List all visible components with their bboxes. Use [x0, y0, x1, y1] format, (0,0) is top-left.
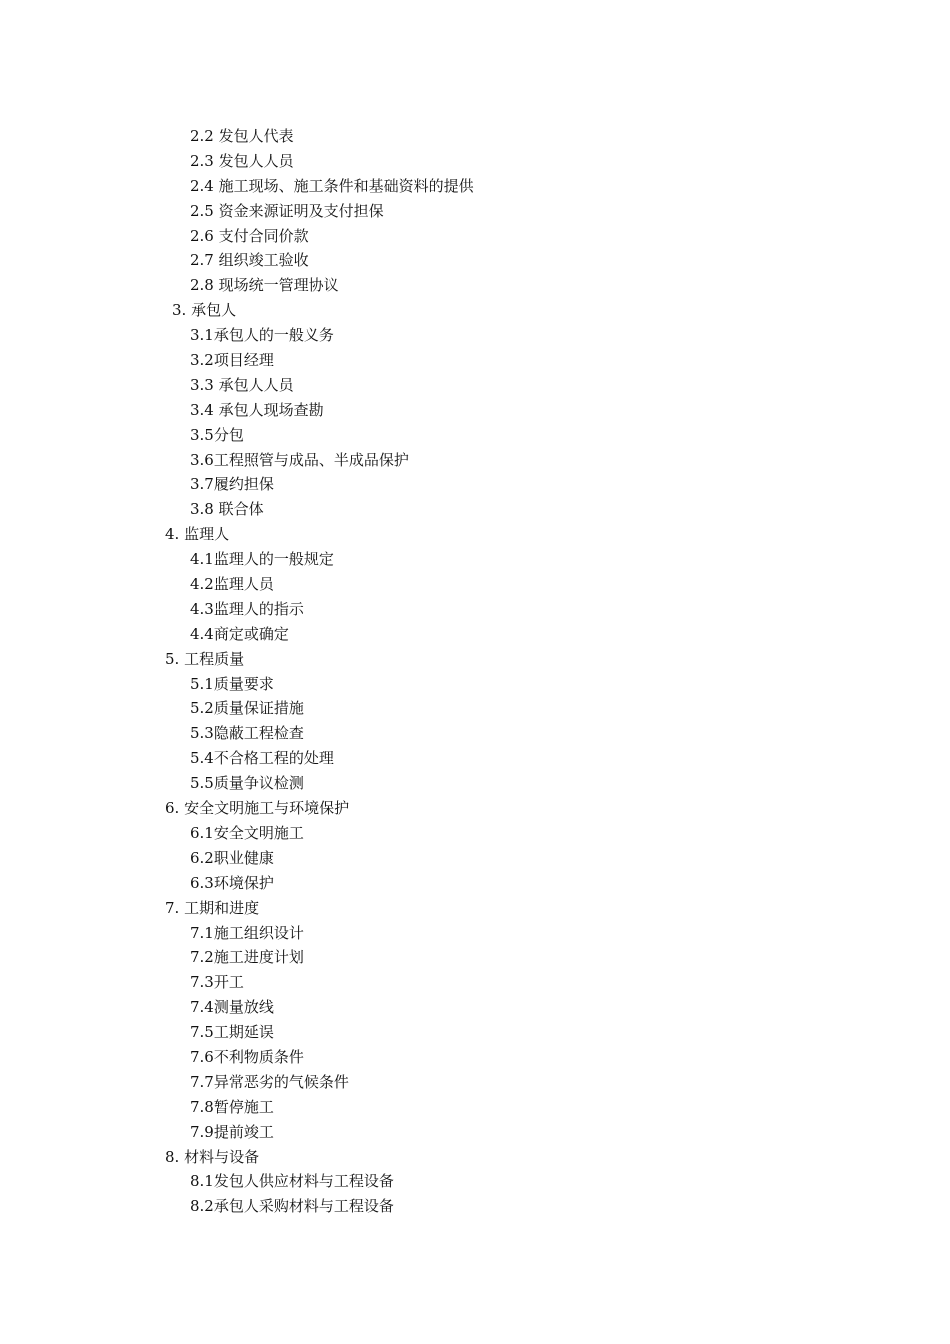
toc-text: 8. 材料与设备	[165, 1147, 260, 1166]
toc-section	[0, 1145, 950, 1170]
toc-text: 6.2职业健康	[190, 848, 274, 867]
toc-subsection	[0, 199, 950, 224]
toc-section	[0, 298, 950, 323]
toc-subsection	[0, 323, 950, 348]
toc-text: 5.4不合格工程的处理	[190, 749, 334, 768]
toc-text: 7.8暂停施工	[190, 1097, 274, 1116]
toc-text: 4.4商定或确定	[190, 624, 289, 643]
toc-subsection	[0, 1194, 950, 1219]
toc-subsection	[0, 672, 950, 697]
toc-subsection	[0, 970, 950, 995]
toc-text: 6.3环境保护	[190, 873, 274, 892]
toc-text: 4.1监理人的一般规定	[190, 550, 334, 569]
toc-text: 5.5质量争议检测	[190, 774, 304, 793]
toc-subsection	[0, 1020, 950, 1045]
toc-subsection	[0, 124, 950, 149]
toc-text: 3.8 联合体	[190, 500, 264, 519]
toc-text: 7.9提前竣工	[190, 1122, 274, 1141]
toc-text: 4.2监理人员	[190, 575, 274, 594]
toc-subsection	[0, 597, 950, 622]
toc-section	[0, 647, 950, 672]
toc-subsection	[0, 696, 950, 721]
toc-subsection	[0, 995, 950, 1020]
toc-text: 7.4测量放线	[190, 998, 274, 1017]
toc-section	[0, 896, 950, 921]
toc-subsection	[0, 871, 950, 896]
toc-text: 2.3 发包人人员	[190, 151, 294, 170]
toc-text: 2.6 支付合同价款	[190, 226, 309, 245]
toc-text: 2.5 资金来源证明及支付担保	[190, 201, 384, 220]
toc-subsection	[0, 945, 950, 970]
toc-text: 2.8 现场统一管理协议	[190, 276, 339, 295]
toc-subsection	[0, 398, 950, 423]
toc-subsection	[0, 373, 950, 398]
toc-text: 7.3开工	[190, 973, 244, 992]
toc-text: 4.3监理人的指示	[190, 599, 304, 618]
toc-text: 6.1安全文明施工	[190, 823, 304, 842]
toc-subsection	[0, 497, 950, 522]
toc-text: 7.1施工组织设计	[190, 923, 304, 942]
toc-text: 6. 安全文明施工与环境保护	[165, 799, 350, 818]
toc-subsection	[0, 921, 950, 946]
toc-text: 8.2承包人采购材料与工程设备	[190, 1197, 394, 1216]
toc-subsection	[0, 1120, 950, 1145]
toc-text: 5. 工程质量	[165, 649, 245, 668]
toc-subsection	[0, 224, 950, 249]
toc-text: 4. 监理人	[165, 525, 230, 544]
toc-subsection	[0, 472, 950, 497]
toc-text: 3.2项目经理	[190, 351, 274, 370]
toc-text: 5.1质量要求	[190, 674, 274, 693]
toc-subsection	[0, 273, 950, 298]
toc-section	[0, 522, 950, 547]
toc-subsection	[0, 622, 950, 647]
toc-text: 8.1发包人供应材料与工程设备	[190, 1172, 394, 1191]
toc-subsection	[0, 547, 950, 572]
toc-section	[0, 796, 950, 821]
toc-subsection	[0, 746, 950, 771]
toc-subsection	[0, 348, 950, 373]
toc-subsection	[0, 174, 950, 199]
toc-text: 5.2质量保证措施	[190, 699, 304, 718]
toc-text: 7.6不利物质条件	[190, 1047, 304, 1066]
toc-text: 3.4 承包人现场查勘	[190, 400, 324, 419]
toc-text: 5.3隐蔽工程检查	[190, 724, 304, 743]
table-of-contents	[0, 124, 950, 1219]
toc-subsection	[0, 423, 950, 448]
toc-text: 2.2 发包人代表	[190, 127, 294, 145]
toc-text: 3.5分包	[190, 425, 244, 444]
toc-subsection	[0, 149, 950, 174]
toc-subsection	[0, 572, 950, 597]
toc-text: 7. 工期和进度	[165, 898, 260, 917]
toc-text: 2.4 施工现场、施工条件和基础资料的提供	[190, 176, 474, 195]
toc-subsection	[0, 846, 950, 871]
toc-text: 3.7履约担保	[190, 475, 274, 494]
toc-subsection	[0, 771, 950, 796]
toc-subsection	[0, 821, 950, 846]
toc-subsection	[0, 248, 950, 273]
toc-subsection	[0, 1169, 950, 1194]
toc-text: 3.6工程照管与成品、半成品保护	[190, 450, 409, 469]
toc-text: 3. 承包人	[172, 301, 237, 320]
toc-text: 7.2施工进度计划	[190, 948, 304, 967]
toc-text: 3.3 承包人人员	[190, 375, 294, 394]
toc-text: 7.7异常恶劣的气候条件	[190, 1072, 349, 1091]
toc-text: 2.7 组织竣工验收	[190, 251, 309, 270]
toc-text: 3.1承包人的一般义务	[190, 326, 334, 345]
toc-subsection	[0, 448, 950, 473]
toc-subsection	[0, 1045, 950, 1070]
toc-subsection	[0, 721, 950, 746]
toc-subsection	[0, 1070, 950, 1095]
toc-text: 7.5工期延误	[190, 1023, 274, 1042]
toc-subsection	[0, 1095, 950, 1120]
